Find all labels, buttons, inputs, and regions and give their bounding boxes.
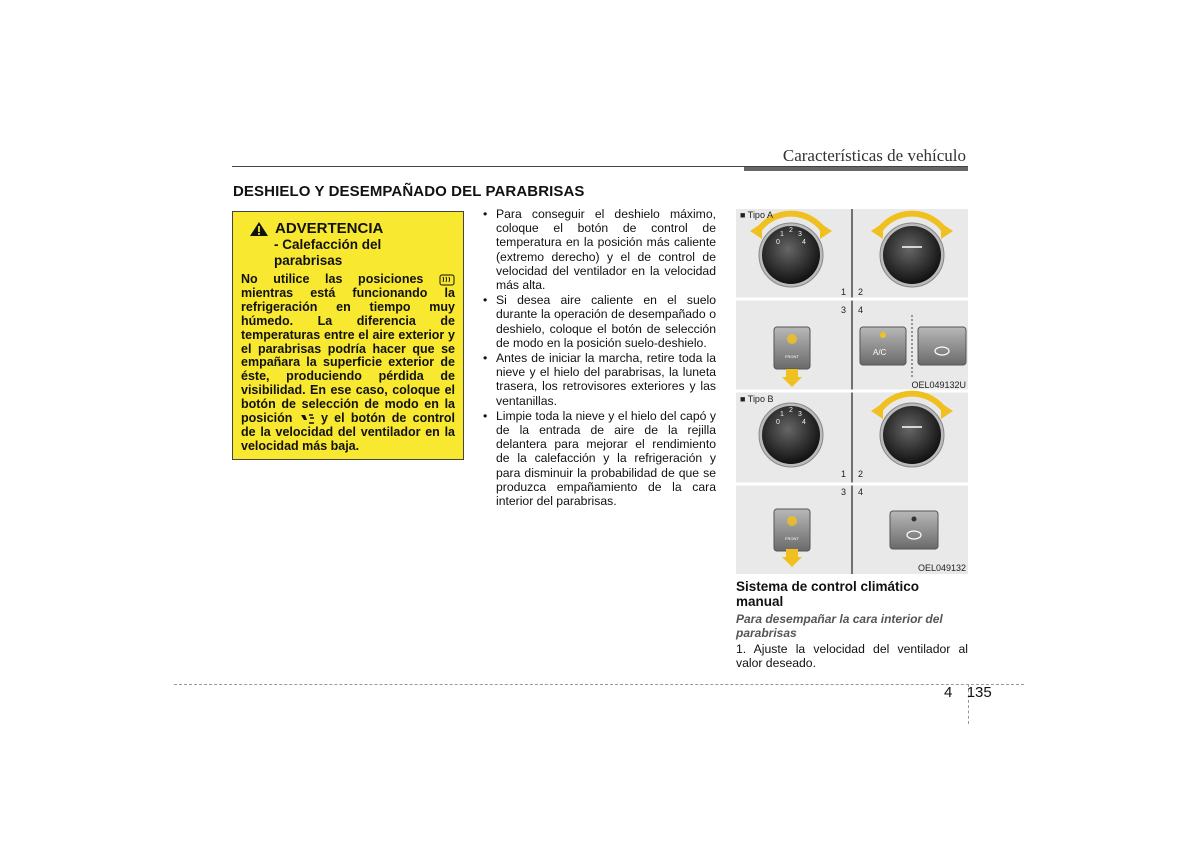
dial-mark-4: 4 — [802, 419, 806, 426]
manual-control-heading: Sistema de control climático manual — [736, 579, 920, 609]
type-b-label: ■ Tipo B — [740, 394, 774, 404]
floor-defrost-mode-icon — [299, 413, 315, 425]
dial-mark-4: 4 — [802, 239, 806, 246]
dial-mark-2: 2 — [789, 407, 793, 414]
dial-mark-3: 3 — [798, 411, 802, 418]
quadrant-label-3: 3 — [841, 305, 847, 315]
quadrant-label-4: 4 — [858, 305, 864, 315]
front-defrost-icon — [439, 274, 455, 286]
warning-title: ADVERTENCIA — [275, 220, 384, 237]
warning-box — [232, 211, 464, 460]
warning-body — [241, 273, 455, 454]
warning-subtitle: - Calefacción del parabrisas — [274, 237, 382, 268]
quadrant-label-2: 2 — [858, 469, 864, 479]
figure-caption-b: OEL049132 — [917, 563, 966, 573]
figure-caption-a: OEL049132U — [911, 380, 966, 390]
quadrant-label-2: 2 — [858, 287, 864, 297]
front-button-label: FRONT — [785, 536, 799, 541]
page-number — [944, 684, 992, 701]
dial-mark-0: 0 — [776, 239, 780, 246]
list-item: • Para conseguir el deshielo máximo, coloque el botón de control de temperatura en la posición más caliente (extremo derecho) y el de control de velocidad del ventilador en la velocidad más alta. — [482, 207, 716, 292]
type-a-label: ■ Tipo A — [740, 210, 773, 220]
warning-body-part3: y el botón de control de la velocidad del ventilador en la velocidad más baja. — [241, 411, 455, 453]
warning-body-part1: No utilice las posiciones — [241, 272, 424, 286]
dial-mark-3: 3 — [798, 231, 802, 238]
dial-mark-2: 2 — [789, 227, 793, 234]
quadrant-label-4: 4 — [858, 487, 864, 497]
control-panel-figure — [736, 209, 968, 574]
header-bar — [744, 167, 968, 171]
dial-mark-1: 1 — [780, 231, 784, 238]
quadrant-label-1: 1 — [841, 469, 847, 479]
dial-mark-1: 1 — [780, 411, 784, 418]
warning-triangle-icon — [249, 221, 269, 237]
list-item: • Si desea aire caliente en el suelo durante la operación de desempañado o deshielo, coloque el botón de selección de modo en la posición suelo-deshielo. — [482, 293, 716, 350]
list-item: • Antes de iniciar la marcha, retire toda la nieve y el hielo del parabrisas, la luneta trasera, los retrovisores exteriores y las ventanillas. — [482, 351, 716, 408]
quadrant-label-1: 1 — [841, 287, 847, 297]
dial-mark-0: 0 — [776, 419, 780, 426]
section-title: DESHIELO Y DESEMPAÑADO DEL PARABRISAS — [233, 183, 585, 200]
ac-button-label: A/C — [873, 348, 887, 357]
front-button-label: FRONT — [785, 354, 799, 359]
footer-rule — [174, 684, 1024, 685]
manual-control-subheading: Para desempañar la cara interior del parabrisas — [736, 612, 943, 640]
warning-body-part2: mientras está funcionando la refrigeración en tiempo muy húmedo. La diferencia de temperaturas entre el aire exterior y el parabrisas podría hacer que se empañara la superficie exterior de éste, produciendo pérdida de visibilidad. En ese caso, coloque el botón de selección de modo en la posición — [241, 285, 455, 426]
step-1: 1. Ajuste la velocidad del ventilador al valor deseado. — [736, 642, 968, 670]
chapter-title: Características de vehículo — [782, 146, 966, 165]
control-panel-illustration — [736, 209, 968, 574]
quadrant-label-3: 3 — [841, 487, 847, 497]
page-number-value: 135 — [966, 684, 992, 701]
instructions-list — [482, 207, 716, 509]
list-item: • Limpie toda la nieve y el hielo del capó y de la entrada de aire de la rejilla delantera para mejorar el rendimiento de la calefacción y la refrigeración y para disminuir la probabilidad de que se produzca empañamiento de la cara interior del parabrisas. — [482, 409, 716, 508]
chapter-number: 4 — [944, 684, 953, 701]
